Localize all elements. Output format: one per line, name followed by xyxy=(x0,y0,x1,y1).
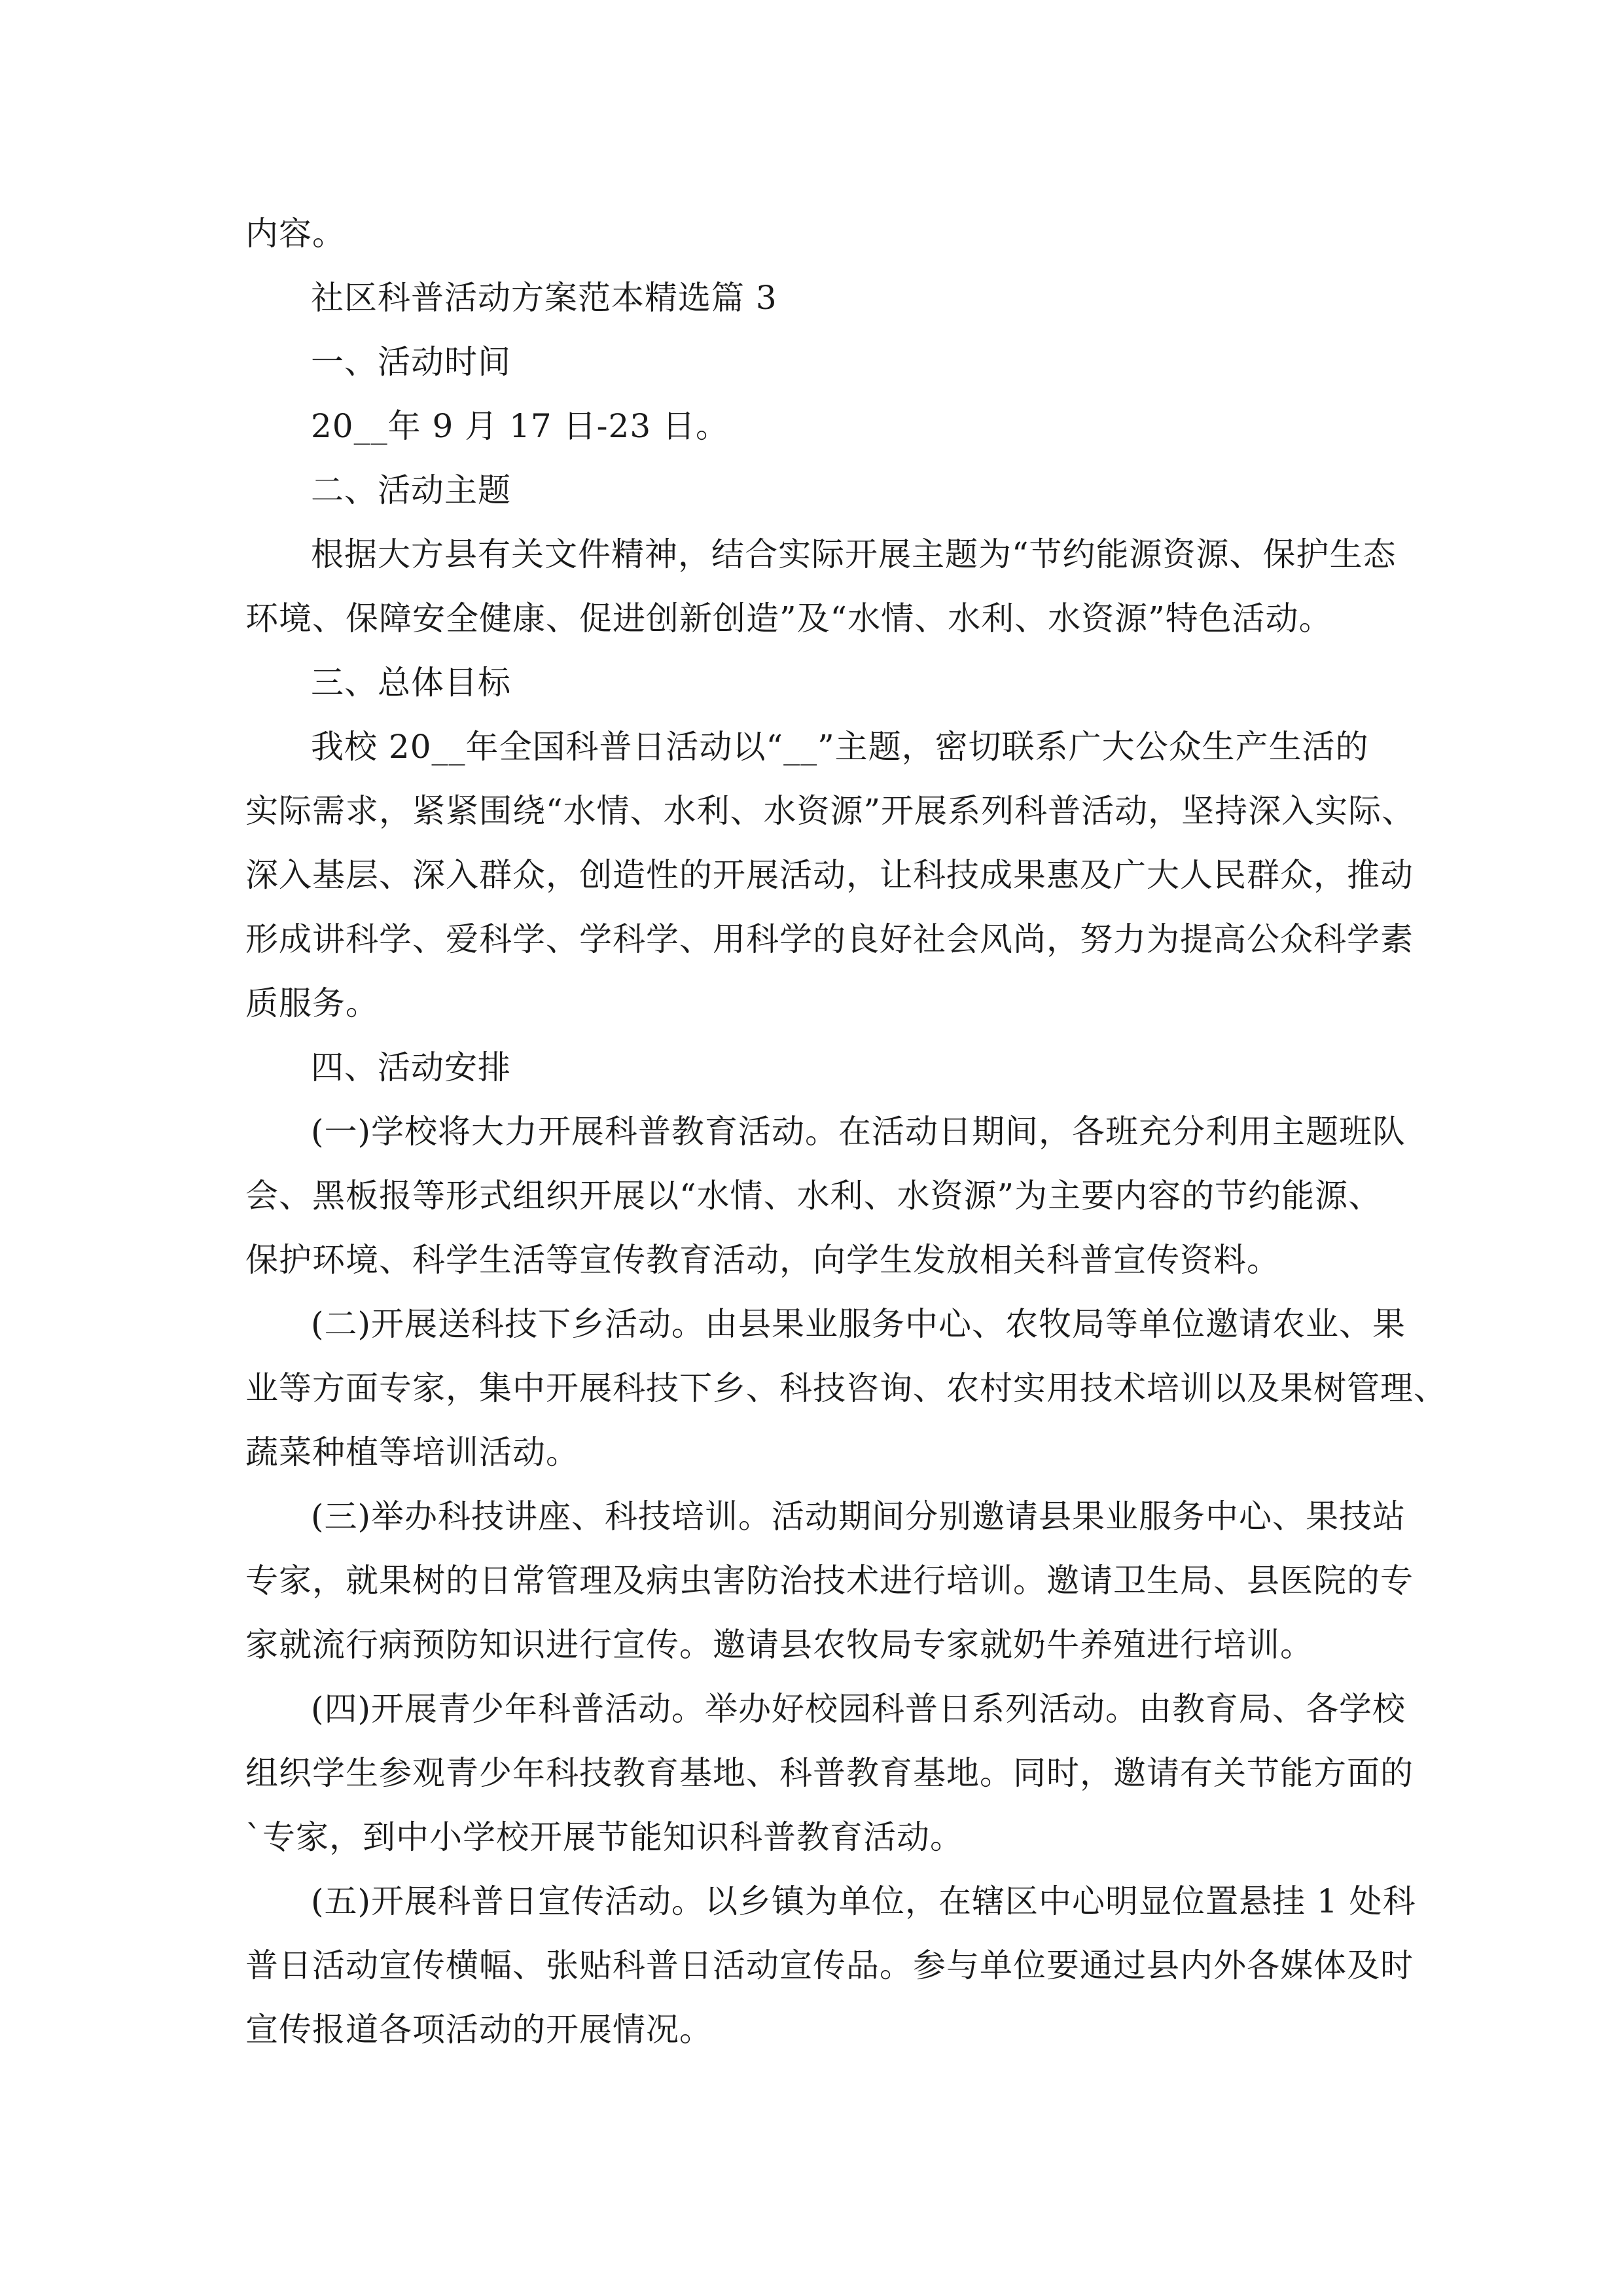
heading-overall-goal: 三、总体目标 xyxy=(311,664,511,702)
text-line: (二)开展送科技下乡活动。由县果业服务中心、农牧局等单位邀请农业、果 xyxy=(311,1305,1406,1343)
text-line: 根据大方县有关文件精神，结合实际开展主题为“节约能源资源、保护生态 xyxy=(311,535,1397,573)
text-line: 质服务。 xyxy=(245,984,379,1022)
text-line: (五)开展科普日宣传活动。以乡镇为单位，在辖区中心明显位置悬挂 1 处科 xyxy=(311,1882,1416,1920)
heading-activity-time: 一、活动时间 xyxy=(311,343,511,381)
text-line: 深入基层、深入群众，创造性的开展活动，让科技成果惠及广大人民群众，推动 xyxy=(245,856,1414,894)
text-line: 会、黑板报等形式组织开展以“水情、水利、水资源”为主要内容的节约能源、 xyxy=(245,1177,1382,1215)
text-line: 保护环境、科学生活等宣传教育活动，向学生发放相关科普宣传资料。 xyxy=(245,1241,1280,1279)
text-line: 普日活动宣传横幅、张贴科普日活动宣传品。参与单位要通过县内外各媒体及时 xyxy=(245,1946,1414,1984)
section-title: 社区科普活动方案范本精选篇 3 xyxy=(311,279,777,317)
text-line: 环境、保障安全健康、促进创新创造”及“水情、水利、水资源”特色活动。 xyxy=(245,600,1332,637)
text-line: 业等方面专家，集中开展科技下乡、科技咨询、农村实用技术培训以及果树管理、 xyxy=(245,1369,1447,1407)
text-line: (一)学校将大力开展科普教育活动。在活动日期间，各班充分利用主题班队 xyxy=(311,1113,1406,1151)
text-line: 家就流行病预防知识进行宣传。邀请县农牧局专家就奶牛养殖进行培训。 xyxy=(245,1626,1313,1664)
text-line: 我校 20__年全国科普日活动以“__”主题，密切联系广大公众生产生活的 xyxy=(311,728,1369,766)
text-line: 20__年 9 月 17 日-23 日。 xyxy=(311,407,730,445)
text-line: (四)开展青少年科普活动。举办好校园科普日系列活动。由教育局、各学校 xyxy=(311,1690,1406,1728)
text-line: (三)举办科技讲座、科技培训。活动期间分别邀请县果业服务中心、果技站 xyxy=(311,1498,1406,1535)
text-line: 组织学生参观青少年科技教育基地、科普教育基地。同时，邀请有关节能方面的 xyxy=(245,1754,1414,1792)
text-line: 实际需求，紧紧围绕“水情、水利、水资源”开展系列科普活动，坚持深入实际、 xyxy=(245,792,1416,830)
text-line: 专家，就果树的日常管理及病虫害防治技术进行培训。邀请卫生局、县医院的专 xyxy=(245,1562,1414,1600)
text-line: 形成讲科学、爱科学、学科学、用科学的良好社会风尚，努力为提高公众科学素 xyxy=(245,920,1414,958)
heading-activity-arrangement: 四、活动安排 xyxy=(311,1049,511,1086)
text-line: 内容。 xyxy=(245,215,346,253)
text-line: 宣传报道各项活动的开展情况。 xyxy=(245,2011,713,2049)
text-line: 蔬菜种植等培训活动。 xyxy=(245,1433,579,1471)
text-line: `专家，到中小学校开展节能知识科普教育活动。 xyxy=(245,1818,963,1856)
document-body xyxy=(245,202,1447,2062)
heading-activity-theme: 二、活动主题 xyxy=(311,471,511,509)
